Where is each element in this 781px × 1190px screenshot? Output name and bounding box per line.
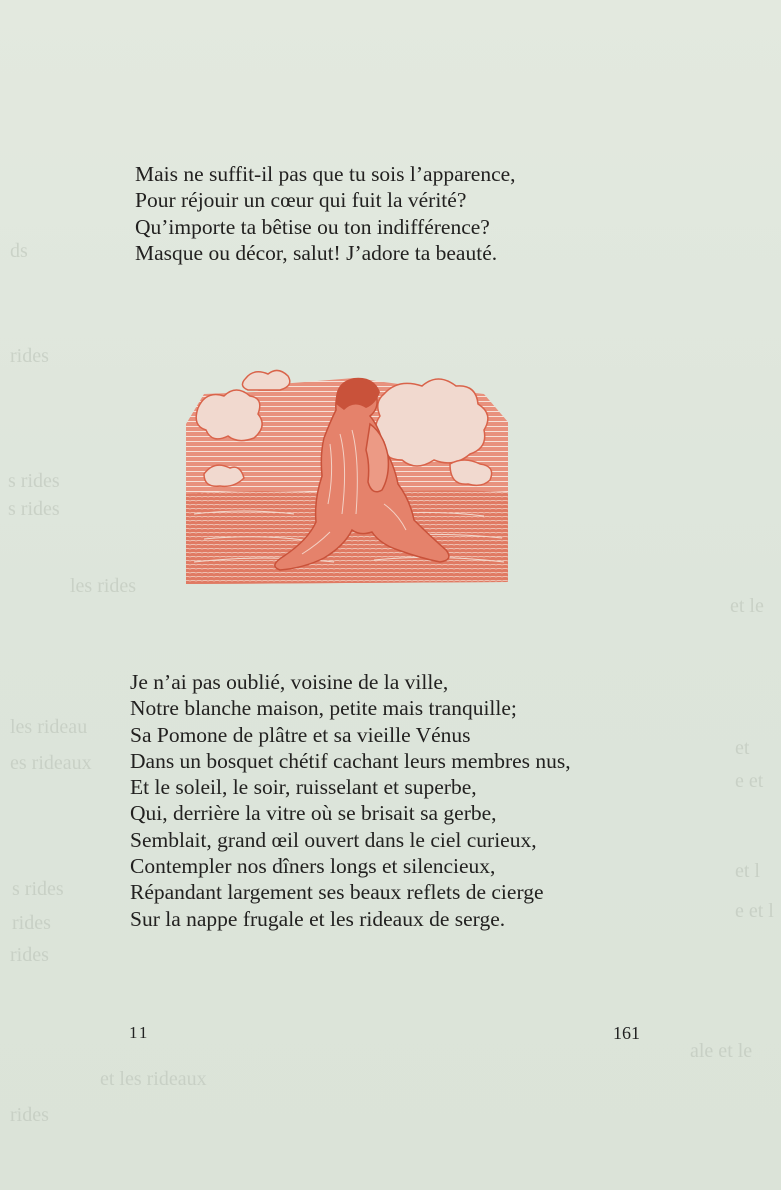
poem-stanza-2 [130,669,571,932]
verse-line: Masque ou décor, salut! J’adore ta beauté. [135,240,498,265]
signature-mark: 11 [129,1023,150,1042]
page-number: 161 [613,1023,640,1043]
verse-line: Qu’importe ta bêtise ou ton indifférence? [135,214,490,239]
verse-line: Mais ne suffit-il pas que tu sois l’apparence, [135,162,516,186]
verse-line: Et le soleil, le soir, ruisselant et superbe, [130,775,477,800]
verse-line: Pour réjouir un cœur qui fuit la vérité? [135,188,467,213]
verse-line: Répandant largement ses beaux reflets de cierge [130,880,544,905]
verse-line: Dans un bosquet chétif cachant leurs membres nus, [130,748,571,773]
verse-line: Je n’ai pas oublié, voisine de la ville, [130,670,449,694]
verse-line: Sur la nappe frugale et les rideaux de serge. [130,906,506,931]
verse-line: Contempler nos dîners longs et silencieux, [130,854,496,879]
book-page: ds rides s rides s rides les rides les rideau es rideaux s rides rides rides et les rideaux rides et le et e et et l e et l ale et le Mais ne suffit-il pas que tu sois l’apparence, Pour réjouir un cœur qui fuit la vérité? Qu’importe ta bêtise ou ton indifférence? Masque ou décor, salut! J’adore ta beauté. Je n’ai pas oublié, voisine de la ville, Notre blanche maison, petite mais tranquille; Sa Pomone de plâtre et sa vieille Vénus Dans un bosquet chétif cachant leurs membres nus, Et le soleil, le soir, ruisselant et superbe, Qui, derrière la vitre où se brisait sa gerbe, Semblait, grand œil ouvert dans le ciel curieux, Contempler nos dîners longs et silencieux, Répandant largement ses beaux reflets de cierge Sur la nappe frugale et les rideaux de serge. 11 161 [0,0,781,1190]
verse-line: Semblait, grand œil ouvert dans le ciel curieux, [130,827,537,852]
woodcut-seated-nude-figure-icon [184,364,510,586]
poem-stanza-1 [135,161,516,266]
verse-line: Notre blanche maison, petite mais tranquille; [130,696,517,721]
verse-line: Qui, derrière la vitre où se brisait sa gerbe, [130,801,497,826]
verse-line: Sa Pomone de plâtre et sa vieille Vénus [130,722,471,747]
